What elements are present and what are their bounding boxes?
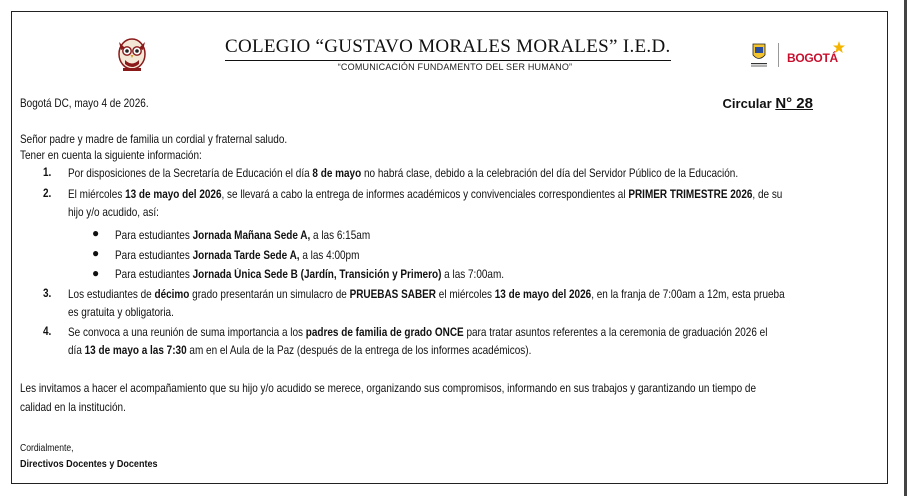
date-line: Bogotá DC, mayo 4 de 2026. — [20, 97, 149, 110]
closing-paragraph: Les invitamos a hacer el acompañamiento que su hijo y/o acudido se merece, organizando sus compromisos, informando en sus trabajos y garantizando un tiempo de — [20, 382, 757, 395]
bullet-text: Para estudiantes Jornada Única Sede B (Jardín, Transición y Primero) a las 7:00am. — [115, 268, 505, 281]
school-motto: “COMUNICACIÓN FUNDAMENTO DEL SER HUMANO” — [337, 62, 573, 72]
bullet-text: Para estudiantes Jornada Tarde Sede A, a las 4:00pm — [115, 249, 360, 262]
item-2-text: El miércoles 13 de mayo del 2026, se llevará a cabo la entrega de informes académicos y convivenciales correspondientes al PRIMER TRIMESTRE 2026, de su — [68, 188, 783, 201]
signoff: Cordialmente, — [20, 443, 74, 454]
item-number: 1. — [43, 166, 52, 179]
bogota-logo-text: BOGOTÁ — [787, 51, 838, 65]
bullet-icon: ● — [92, 266, 100, 280]
greeting: Señor padre y madre de familia un cordial y fraternal saludo. — [20, 133, 288, 146]
intro-line: Tener en cuenta la siguiente información: — [20, 149, 202, 162]
item-1-text: Por disposiciones de la Secretaría de Educación el día 8 de mayo no habrá clase, debido a la celebración del día del Servidor Público de la Educación. — [68, 167, 739, 180]
item-3-text-cont: es gratuita y obligatoria. — [68, 306, 174, 319]
star-icon — [832, 40, 846, 54]
bullet-icon: ● — [92, 226, 100, 240]
page-edge-bar — [904, 0, 907, 496]
bullet-icon: ● — [92, 246, 100, 260]
signature: Directivos Docentes y Docentes — [20, 458, 158, 470]
item-4-text-cont: día 13 de mayo a las 7:30 am en el Aula de la Paz (después de la entrega de los informes académicos). — [68, 344, 532, 357]
school-title: COLEGIO “GUSTAVO MORALES MORALES” I.E.D. — [225, 36, 671, 58]
item-3-text: Los estudiantes de décimo grado presentarán un simulacro de PRUEBAS SABER el miércoles 13 de mayo del 2026, en la franja de 7:00am a 12m, esta prueba — [68, 288, 785, 301]
item-number: 2. — [43, 187, 52, 200]
closing-paragraph-cont: calidad en la institución. — [20, 401, 126, 414]
item-2-text-cont: hijo y/o acudido, así: — [68, 206, 159, 219]
bullet-text: Para estudiantes Jornada Mañana Sede A, a las 6:15am — [115, 229, 371, 242]
item-number: 4. — [43, 325, 52, 338]
circular-number: Circular N° 28 — [722, 95, 813, 112]
item-4-text: Se convoca a una reunión de suma importancia a los padres de familia de grado ONCE para tratar asuntos referentes a la ceremonia de graduación 2026 el — [68, 326, 768, 339]
item-number: 3. — [43, 287, 52, 300]
